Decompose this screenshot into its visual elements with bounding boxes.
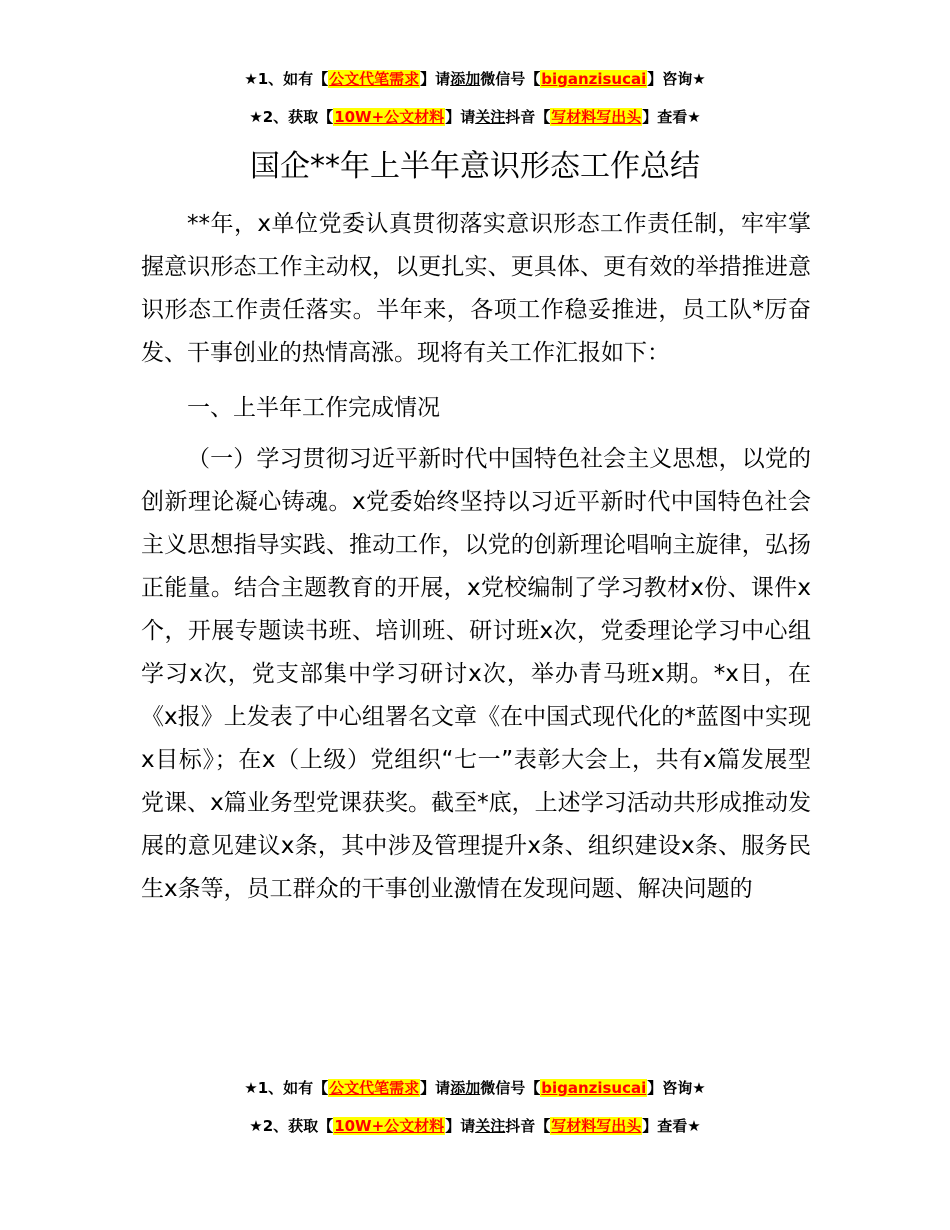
promo-highlight-wechat-id: biganzisucai: [541, 70, 647, 88]
promo-underlined: 添加: [450, 1079, 481, 1097]
document-body: [141, 203, 811, 911]
promo-prefix: ★2、获取【: [249, 1117, 334, 1135]
promo-highlight-douyin: 写材料写出头: [551, 1117, 642, 1135]
promo-underlined: 关注: [475, 108, 506, 126]
promo-text: 】请: [420, 70, 451, 88]
promo-highlight-wechat-id: biganzisucai: [541, 1079, 647, 1097]
promo-text: 】请: [420, 1079, 451, 1097]
header-promo-line-1: [0, 69, 950, 89]
promo-prefix: ★1、如有【: [244, 1079, 329, 1097]
promo-text: 抖音【: [505, 1117, 551, 1135]
promo-underlined: 关注: [475, 1117, 506, 1135]
promo-text: 】请: [445, 108, 476, 126]
promo-prefix: ★1、如有【: [244, 70, 329, 88]
promo-text: 微信号【: [480, 70, 541, 88]
footer-promo-line-1: [0, 1078, 950, 1098]
promo-highlight-materials: 10W+公文材料: [334, 1117, 445, 1135]
promo-suffix: 】咨询★: [647, 70, 706, 88]
promo-prefix: ★2、获取【: [249, 108, 334, 126]
promo-highlight-douyin: 写材料写出头: [551, 108, 642, 126]
footer-promo-line-2: [0, 1116, 950, 1136]
promo-underlined: 添加: [450, 70, 481, 88]
promo-text: 抖音【: [505, 108, 551, 126]
promo-text: 】请: [445, 1117, 476, 1135]
promo-highlight-service: 公文代笔需求: [329, 70, 420, 88]
promo-highlight-service: 公文代笔需求: [329, 1079, 420, 1097]
promo-suffix: 】查看★: [642, 1117, 701, 1135]
promo-suffix: 】查看★: [642, 108, 701, 126]
section-heading: 一、上半年工作完成情况: [187, 395, 440, 421]
document-title: 国企**年上半年意识形态工作总结: [250, 149, 700, 184]
intro-paragraph: **年，x单位党委认真贯彻落实意识形态工作责任制，牢牢掌握意识形态工作主动权，以更扎实、更具体、更有效的举措推进意识形态工作责任落实。半年来，各项工作稳妥推进，员工队*厉奋发、干事创业的热情高涨。现将有关工作汇报如下：: [141, 211, 811, 366]
item-paragraph: （一）学习贯彻习近平新时代中国特色社会主义思想，以党的创新理论凝心铸魂。x党委始终坚持以习近平新时代中国特色社会主义思想指导实践、推动工作，以党的创新理论唱响主旋律，弘扬正能量。结合主题教育的开展，x党校编制了学习教材x份、课件x个，开展专题读书班、培训班、研讨班x次，党委理论学习中心组学习x次，党支部集中学习研讨x次，举办青马班x期。*x日，在《x报》上发表了中心组署名文章《在中国式现代化的*蓝图中实现x目标》；在x（上级）党组织“七一”表彰大会上，共有x篇发展型党课、x篇业务型党课获奖。截至*底，上述学习活动共形成推动发展的意见建议x条，其中涉及管理提升x条、组织建设x条、服务民生x条等，员工群众的干事创业激情在发现问题、解决问题的: [141, 446, 811, 902]
promo-highlight-materials: 10W+公文材料: [334, 108, 445, 126]
promo-suffix: 】咨询★: [647, 1079, 706, 1097]
promo-text: 微信号【: [480, 1079, 541, 1097]
header-promo-line-2: [0, 107, 950, 127]
